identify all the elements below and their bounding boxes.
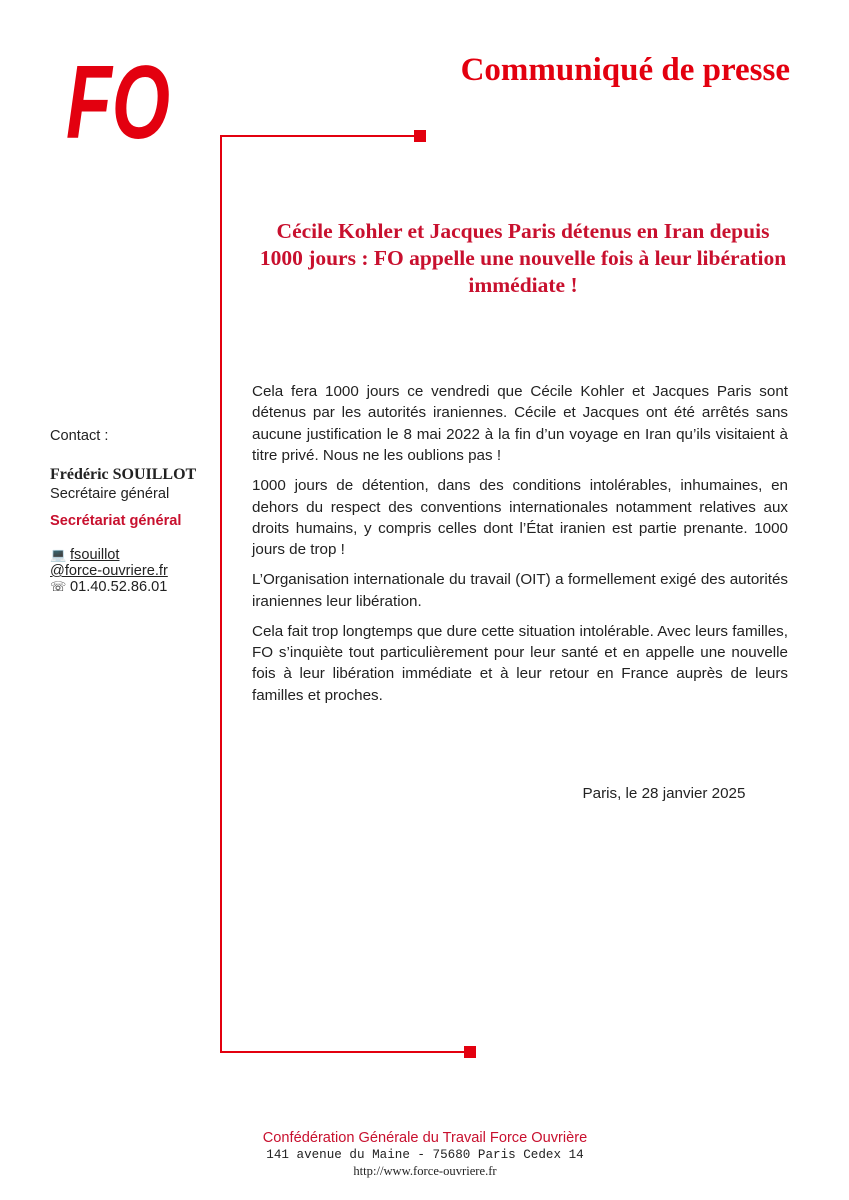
email-user-link[interactable]: fsouillot bbox=[70, 547, 120, 563]
phone-number: 01.40.52.86.01 bbox=[70, 579, 168, 595]
body-paragraph: 1000 jours de détention, dans des conditions intolérables, inhumaines, en dehors du respect des conventions internationales notamment relatives aux droits humains, y compris celles dont l’État iranien est partie prenante. 1000 jours de trop ! bbox=[252, 477, 788, 559]
contact-role: Secrétaire général bbox=[50, 486, 170, 502]
contact-label: Contact : bbox=[50, 428, 109, 444]
press-release-body bbox=[252, 381, 788, 715]
contact-name: Frédéric SOUILLOT bbox=[50, 466, 197, 483]
frame-square-top bbox=[414, 130, 426, 142]
logo-text: FO bbox=[66, 45, 170, 161]
contact-block bbox=[50, 428, 220, 595]
contact-email-domain[interactable] bbox=[50, 563, 220, 579]
body-paragraph: L’Organisation internationale du travail (OIT) a formellement exigé des autorités iraniennes leur libération. bbox=[252, 571, 788, 610]
contact-phone bbox=[50, 579, 220, 595]
frame-square-bottom bbox=[464, 1046, 476, 1058]
body-paragraph: Cela fera 1000 jours ce vendredi que Cécile Kohler et Jacques Paris sont détenus par les autorités iraniennes. Cécile et Jacques ont été arrêtés sans aucune justification le 8 mai 2022 à la fin d’un voyage en Iran qu’ils visitaient à titre privé. Nous ne les oublions pas ! bbox=[252, 383, 788, 465]
footer-website-link[interactable]: http://www.force-ouvriere.fr bbox=[353, 1164, 497, 1178]
release-date: Paris, le 28 janvier 2025 bbox=[582, 785, 746, 802]
contact-email[interactable] bbox=[50, 547, 220, 563]
laptop-icon: 💻 bbox=[50, 548, 67, 563]
frame-line-bottom bbox=[220, 1051, 466, 1053]
footer-address: 141 avenue du Maine - 75680 Paris Cedex 14 bbox=[266, 1148, 584, 1162]
frame-line-top bbox=[220, 135, 416, 137]
telephone-icon: ☏ bbox=[50, 580, 67, 595]
footer bbox=[150, 1130, 700, 1179]
headline: Cécile Kohler et Jacques Paris détenus en Iran depuis 1000 jours : FO appelle une nouvelle fois à leur libération immédiate ! bbox=[259, 219, 787, 297]
fo-logo bbox=[66, 45, 174, 161]
body-paragraph: Cela fait trop longtemps que dure cette situation intolérable. Avec leurs familles, FO s’inquiète tout particulièrement pour leur santé et en appelle une nouvelle fois à leur libération immédiate et à leur retour en France auprès de leurs familles et proches. bbox=[252, 622, 788, 704]
footer-organization: Confédération Générale du Travail Force Ouvrière bbox=[262, 1130, 588, 1146]
page-title: Communiqué de presse bbox=[460, 52, 790, 88]
frame-line-vertical bbox=[220, 135, 222, 1053]
contact-department: Secrétariat général bbox=[50, 513, 182, 529]
email-domain-link[interactable]: @force-ouvriere.fr bbox=[50, 563, 168, 579]
